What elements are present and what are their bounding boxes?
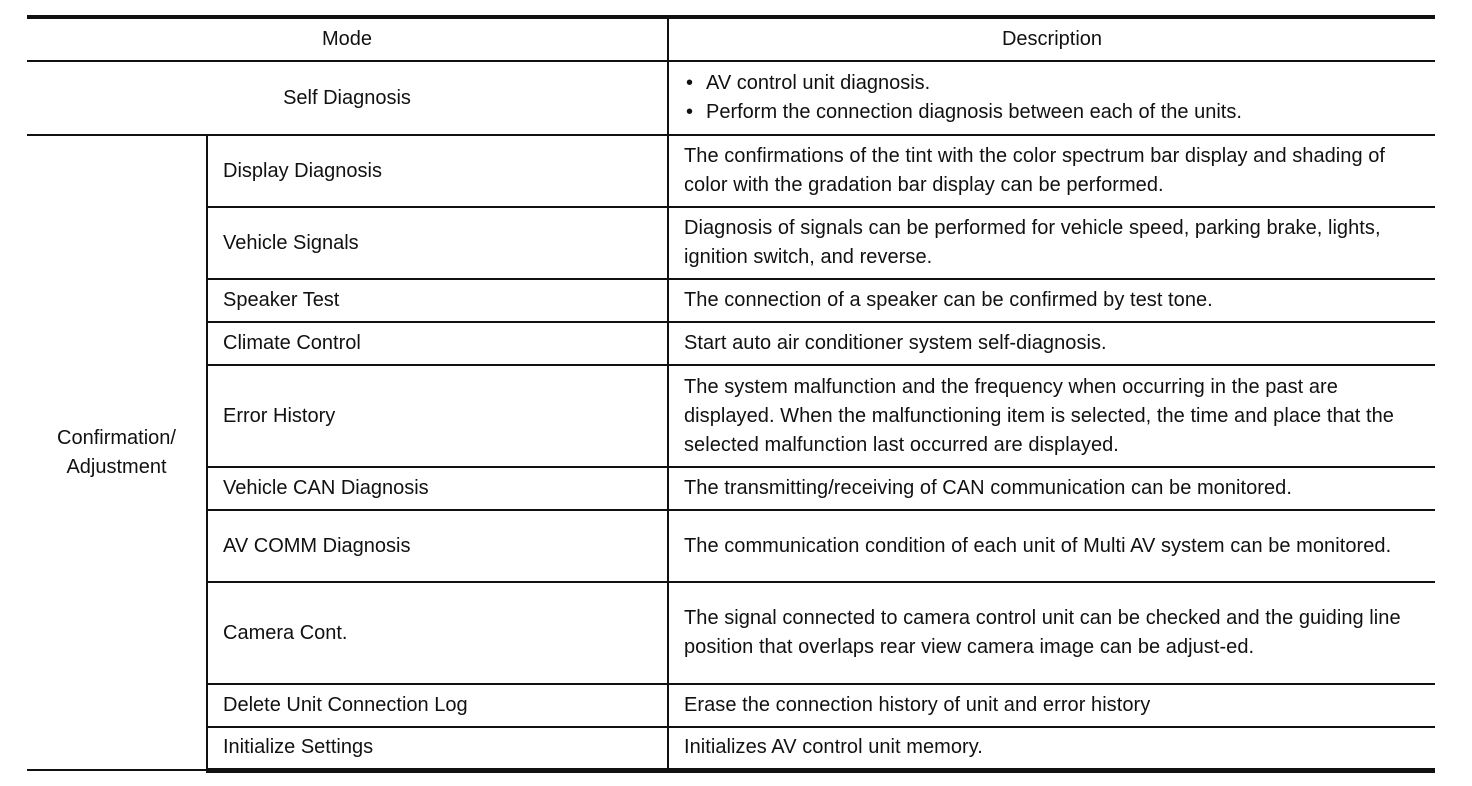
header-description: Description <box>668 17 1435 61</box>
description-cell: The connection of a speaker can be confirmed by test tone. <box>668 279 1435 322</box>
description-cell: The communication condition of each unit of Multi AV system can be monitored. <box>668 510 1435 582</box>
mode-cell: Initialize Settings <box>207 727 668 770</box>
description-cell: The signal connected to camera control unit can be checked and the guiding line position that overlaps rear view camera image can be adjust-ed. <box>668 582 1435 684</box>
mode-cell: Vehicle CAN Diagnosis <box>207 467 668 510</box>
diagnosis-mode-table <box>27 15 1435 773</box>
bullet-item <box>684 69 1420 98</box>
bullet-text: AV control unit diagnosis. <box>706 72 931 94</box>
mode-cell: Display Diagnosis <box>207 135 668 207</box>
table-row <box>27 684 1435 727</box>
mode-cell: Camera Cont. <box>207 582 668 684</box>
table-row <box>27 207 1435 279</box>
table-row <box>27 510 1435 582</box>
header-mode: Mode <box>27 17 668 61</box>
mode-self-diagnosis: Self Diagnosis <box>27 61 668 135</box>
mode-cell: Vehicle Signals <box>207 207 668 279</box>
mode-cell: AV COMM Diagnosis <box>207 510 668 582</box>
description-cell: Diagnosis of signals can be performed for vehicle speed, parking brake, lights, ignition switch, and reverse. <box>668 207 1435 279</box>
description-cell: The system malfunction and the frequency when occurring in the past are displayed. When the malfunctioning item is selected, the time and place that the selected malfunction last occurred are displayed. <box>668 365 1435 467</box>
table-row <box>27 727 1435 770</box>
table-row <box>27 279 1435 322</box>
bullet-item <box>684 98 1420 127</box>
table-row <box>27 582 1435 684</box>
description-cell: Start auto air conditioner system self-diagnosis. <box>668 322 1435 365</box>
description-cell: The confirmations of the tint with the color spectrum bar display and shading of color with the gradation bar display can be performed. <box>668 135 1435 207</box>
table-row <box>27 322 1435 365</box>
description-cell: The transmitting/receiving of CAN communication can be monitored. <box>668 467 1435 510</box>
mode-cell: Delete Unit Connection Log <box>207 684 668 727</box>
group-label-confirmation-adjustment: Confirmation/ Adjustment <box>27 135 207 770</box>
bullet-icon: • <box>686 101 694 123</box>
description-cell: Initializes AV control unit memory. <box>668 727 1435 770</box>
table-row <box>27 365 1435 467</box>
table-row <box>27 467 1435 510</box>
bullet-list <box>684 69 1420 127</box>
bullet-icon: • <box>686 72 694 94</box>
mode-cell: Climate Control <box>207 322 668 365</box>
table-row-self-diagnosis <box>27 61 1435 135</box>
description-cell: Erase the connection history of unit and error history <box>668 684 1435 727</box>
description-self-diagnosis <box>668 61 1435 135</box>
mode-cell: Error History <box>207 365 668 467</box>
header-row <box>27 17 1435 61</box>
bullet-text: Perform the connection diagnosis between each of the units. <box>706 101 1242 123</box>
table-row <box>27 135 1435 207</box>
mode-cell: Speaker Test <box>207 279 668 322</box>
